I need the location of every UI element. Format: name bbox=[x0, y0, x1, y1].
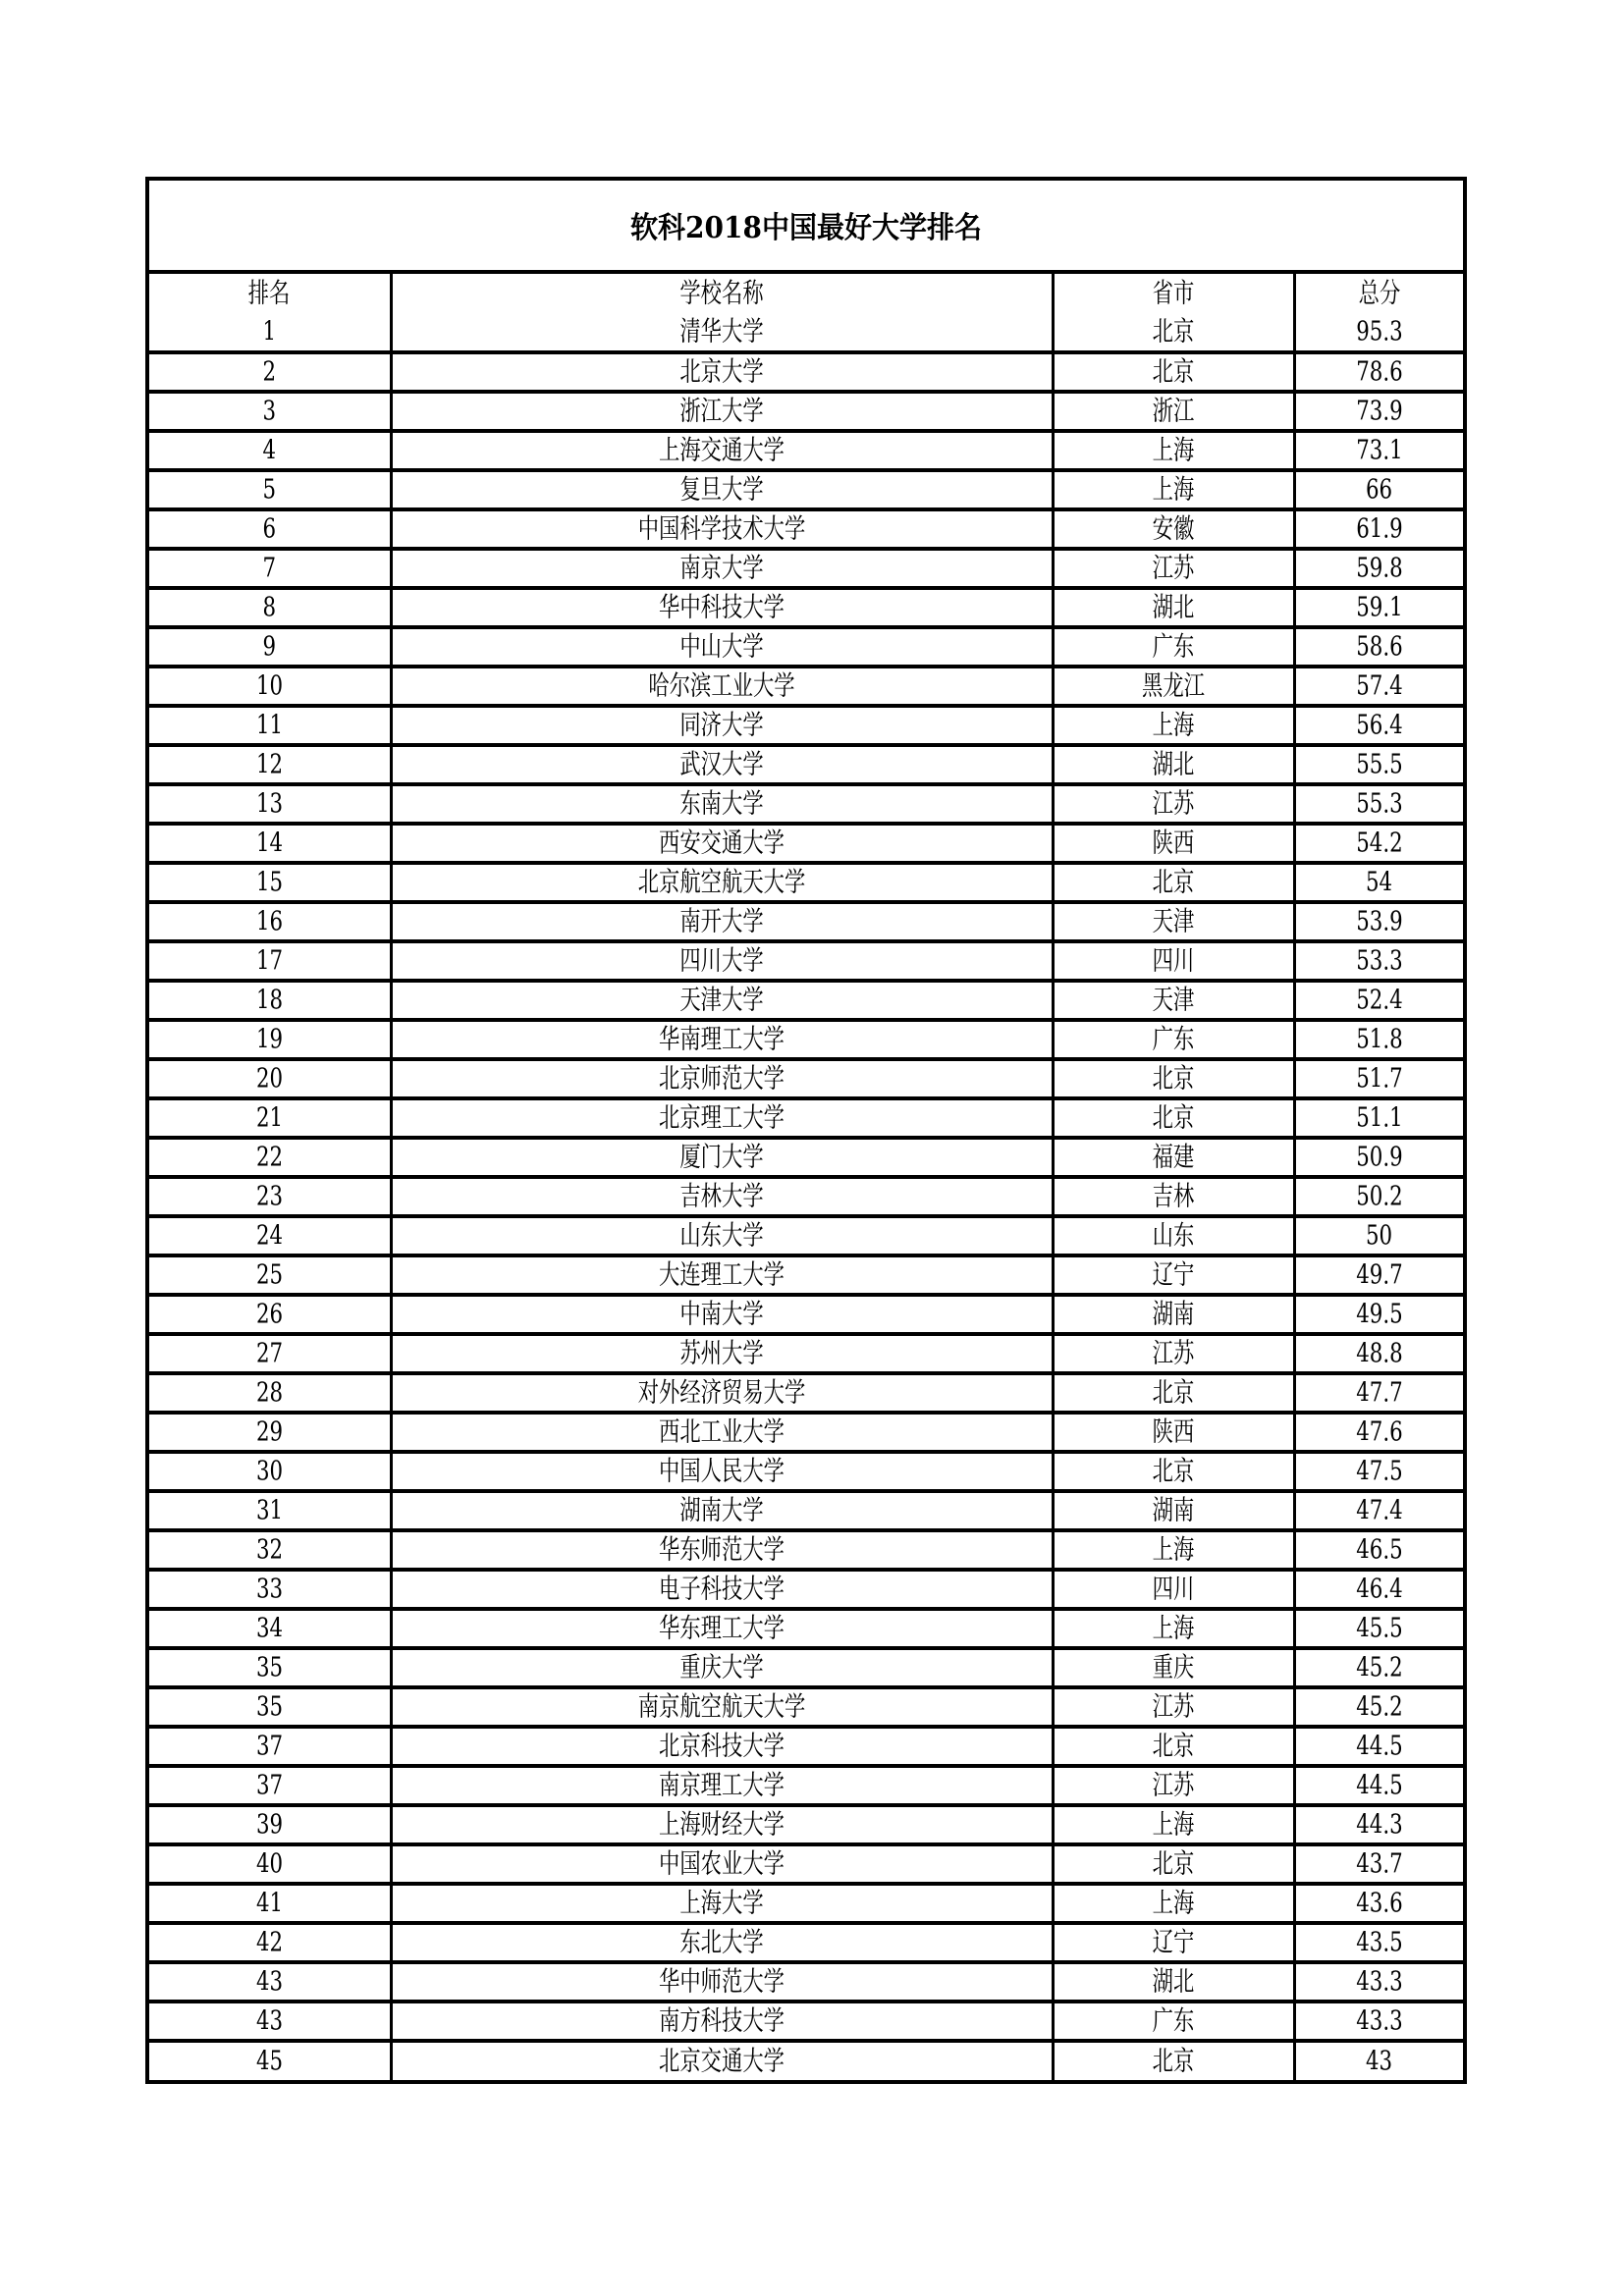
province-cell: 北京 bbox=[1053, 313, 1294, 352]
score-cell: 43.6 bbox=[1294, 1884, 1463, 1923]
rank-cell: 16 bbox=[255, 906, 283, 937]
score-cell: 95.3 bbox=[1294, 313, 1463, 352]
province-cell: 上海 bbox=[1053, 1805, 1294, 1844]
province-cell: 北京 bbox=[1053, 2041, 1294, 2080]
province-cell: 吉林 bbox=[1053, 1177, 1294, 1216]
table-row bbox=[149, 745, 1463, 784]
province-cell: 湖南 bbox=[1053, 1491, 1294, 1530]
rank-cell: 45 bbox=[255, 2046, 283, 2077]
rank-cell: 6 bbox=[262, 513, 277, 545]
school-name-cell: 中国人民大学 bbox=[391, 1452, 1053, 1491]
school-name-cell: 中国科学技术大学 bbox=[391, 509, 1053, 549]
table-row bbox=[149, 1923, 1463, 1962]
ranking-table bbox=[149, 274, 1463, 2080]
score-cell: 43.3 bbox=[1294, 2002, 1463, 2041]
province-cell: 湖南 bbox=[1053, 1295, 1294, 1334]
table-row bbox=[149, 667, 1463, 706]
province-cell: 四川 bbox=[1053, 1570, 1294, 1609]
province-cell: 江苏 bbox=[1053, 549, 1294, 588]
province-cell: 北京 bbox=[1053, 1059, 1294, 1098]
score-cell: 66 bbox=[1294, 470, 1463, 509]
rank-cell: 10 bbox=[255, 670, 283, 702]
province-cell: 陕西 bbox=[1053, 824, 1294, 863]
table-row bbox=[149, 470, 1463, 509]
province-cell: 上海 bbox=[1053, 1609, 1294, 1648]
table-row bbox=[149, 902, 1463, 941]
school-name-cell: 中山大学 bbox=[391, 627, 1053, 667]
column-header-name: 学校名称 bbox=[391, 274, 1053, 313]
rank-cell: 29 bbox=[255, 1416, 283, 1448]
table-row bbox=[149, 2002, 1463, 2041]
column-header-rank: 排名 bbox=[247, 278, 291, 309]
table-row bbox=[149, 1766, 1463, 1805]
score-cell: 43 bbox=[1294, 2041, 1463, 2080]
rank-cell: 13 bbox=[255, 788, 283, 820]
rank-cell: 22 bbox=[255, 1142, 283, 1173]
school-name-cell: 厦门大学 bbox=[391, 1138, 1053, 1177]
table-row bbox=[149, 1491, 1463, 1530]
province-cell: 湖北 bbox=[1053, 1962, 1294, 2002]
rank-cell: 8 bbox=[262, 592, 277, 623]
province-cell: 北京 bbox=[1053, 1844, 1294, 1884]
province-cell: 北京 bbox=[1053, 1373, 1294, 1413]
school-name-cell: 南京大学 bbox=[391, 549, 1053, 588]
rank-cell: 14 bbox=[255, 828, 283, 859]
school-name-cell: 东北大学 bbox=[391, 1923, 1053, 1962]
rank-cell: 20 bbox=[255, 1063, 283, 1095]
rank-cell: 12 bbox=[255, 749, 283, 780]
rank-cell: 3 bbox=[262, 396, 277, 427]
province-cell: 山东 bbox=[1053, 1216, 1294, 1255]
score-cell: 56.4 bbox=[1294, 706, 1463, 745]
score-cell: 78.6 bbox=[1294, 352, 1463, 392]
rank-cell: 4 bbox=[262, 435, 277, 466]
province-cell: 四川 bbox=[1053, 941, 1294, 981]
province-cell: 上海 bbox=[1053, 1884, 1294, 1923]
table-row bbox=[149, 1334, 1463, 1373]
rank-cell: 23 bbox=[255, 1181, 283, 1212]
score-cell: 53.9 bbox=[1294, 902, 1463, 941]
school-name-cell: 电子科技大学 bbox=[391, 1570, 1053, 1609]
table-row bbox=[149, 1373, 1463, 1413]
score-cell: 49.5 bbox=[1294, 1295, 1463, 1334]
province-cell: 湖北 bbox=[1053, 588, 1294, 627]
school-name-cell: 北京理工大学 bbox=[391, 1098, 1053, 1138]
school-name-cell: 湖南大学 bbox=[391, 1491, 1053, 1530]
score-cell: 49.7 bbox=[1294, 1255, 1463, 1295]
rank-cell: 40 bbox=[255, 1848, 283, 1880]
province-cell: 陕西 bbox=[1053, 1413, 1294, 1452]
header-row bbox=[149, 274, 1463, 313]
rank-cell: 21 bbox=[255, 1102, 283, 1134]
table-row bbox=[149, 627, 1463, 667]
score-cell: 59.1 bbox=[1294, 588, 1463, 627]
score-cell: 61.9 bbox=[1294, 509, 1463, 549]
score-cell: 51.8 bbox=[1294, 1020, 1463, 1059]
province-cell: 福建 bbox=[1053, 1138, 1294, 1177]
score-cell: 58.6 bbox=[1294, 627, 1463, 667]
province-cell: 北京 bbox=[1053, 1098, 1294, 1138]
score-cell: 44.5 bbox=[1294, 1766, 1463, 1805]
province-cell: 江苏 bbox=[1053, 1334, 1294, 1373]
table-row bbox=[149, 509, 1463, 549]
rank-cell: 27 bbox=[255, 1338, 283, 1369]
province-cell: 北京 bbox=[1053, 1452, 1294, 1491]
rank-cell: 41 bbox=[255, 1888, 283, 1919]
school-name-cell: 南方科技大学 bbox=[391, 2002, 1053, 2041]
score-cell: 51.7 bbox=[1294, 1059, 1463, 1098]
rank-cell: 2 bbox=[262, 356, 277, 388]
table-row bbox=[149, 1805, 1463, 1844]
score-cell: 59.8 bbox=[1294, 549, 1463, 588]
rank-cell: 35 bbox=[255, 1691, 283, 1723]
score-cell: 43.3 bbox=[1294, 1962, 1463, 2002]
score-cell: 57.4 bbox=[1294, 667, 1463, 706]
school-name-cell: 苏州大学 bbox=[391, 1334, 1053, 1373]
school-name-cell: 华东师范大学 bbox=[391, 1530, 1053, 1570]
score-cell: 47.6 bbox=[1294, 1413, 1463, 1452]
school-name-cell: 华中科技大学 bbox=[391, 588, 1053, 627]
rank-cell: 39 bbox=[255, 1809, 283, 1841]
rank-cell: 42 bbox=[255, 1927, 283, 1958]
score-cell: 47.4 bbox=[1294, 1491, 1463, 1530]
school-name-cell: 西安交通大学 bbox=[391, 824, 1053, 863]
table-row bbox=[149, 1216, 1463, 1255]
table-row bbox=[149, 1452, 1463, 1491]
rank-cell: 35 bbox=[255, 1652, 283, 1683]
school-name-cell: 中国农业大学 bbox=[391, 1844, 1053, 1884]
score-cell: 45.2 bbox=[1294, 1687, 1463, 1727]
school-name-cell: 吉林大学 bbox=[391, 1177, 1053, 1216]
score-cell: 45.2 bbox=[1294, 1648, 1463, 1687]
school-name-cell: 清华大学 bbox=[391, 313, 1053, 352]
province-cell: 北京 bbox=[1053, 1727, 1294, 1766]
table-row bbox=[149, 1570, 1463, 1609]
school-name-cell: 南开大学 bbox=[391, 902, 1053, 941]
table-row bbox=[149, 784, 1463, 824]
table-row bbox=[149, 1255, 1463, 1295]
school-name-cell: 南京理工大学 bbox=[391, 1766, 1053, 1805]
province-cell: 黑龙江 bbox=[1053, 667, 1294, 706]
score-cell: 54.2 bbox=[1294, 824, 1463, 863]
school-name-cell: 北京大学 bbox=[391, 352, 1053, 392]
score-cell: 54 bbox=[1294, 863, 1463, 902]
score-cell: 73.9 bbox=[1294, 392, 1463, 431]
rank-cell: 34 bbox=[255, 1613, 283, 1644]
table-row bbox=[149, 431, 1463, 470]
school-name-cell: 北京科技大学 bbox=[391, 1727, 1053, 1766]
table-row bbox=[149, 1687, 1463, 1727]
province-cell: 浙江 bbox=[1053, 392, 1294, 431]
rank-cell: 9 bbox=[262, 631, 277, 663]
rank-cell: 18 bbox=[255, 985, 283, 1016]
province-cell: 江苏 bbox=[1053, 1766, 1294, 1805]
school-name-cell: 华南理工大学 bbox=[391, 1020, 1053, 1059]
ranking-table-sheet bbox=[145, 177, 1467, 2084]
school-name-cell: 华中师范大学 bbox=[391, 1962, 1053, 2002]
rank-cell: 7 bbox=[262, 553, 277, 584]
table-row bbox=[149, 1530, 1463, 1570]
province-cell: 辽宁 bbox=[1053, 1255, 1294, 1295]
table-row bbox=[149, 1844, 1463, 1884]
province-cell: 江苏 bbox=[1053, 784, 1294, 824]
rank-cell: 28 bbox=[255, 1377, 283, 1409]
table-row bbox=[149, 313, 1463, 352]
table-title-row bbox=[149, 181, 1463, 274]
table-row bbox=[149, 1648, 1463, 1687]
table-row bbox=[149, 352, 1463, 392]
rank-cell: 43 bbox=[255, 1966, 283, 1998]
table-row bbox=[149, 941, 1463, 981]
school-name-cell: 南京航空航天大学 bbox=[391, 1687, 1053, 1727]
rank-cell: 37 bbox=[255, 1731, 283, 1762]
school-name-cell: 北京交通大学 bbox=[391, 2041, 1053, 2080]
province-cell: 上海 bbox=[1053, 431, 1294, 470]
table-title: 软科2018中国最好大学排名 bbox=[630, 209, 982, 244]
table-row bbox=[149, 588, 1463, 627]
school-name-cell: 复旦大学 bbox=[391, 470, 1053, 509]
school-name-cell: 哈尔滨工业大学 bbox=[391, 667, 1053, 706]
province-cell: 北京 bbox=[1053, 352, 1294, 392]
school-name-cell: 对外经济贸易大学 bbox=[391, 1373, 1053, 1413]
province-cell: 广东 bbox=[1053, 2002, 1294, 2041]
table-row bbox=[149, 1609, 1463, 1648]
table-row bbox=[149, 706, 1463, 745]
table-row bbox=[149, 549, 1463, 588]
province-cell: 重庆 bbox=[1053, 1648, 1294, 1687]
score-cell: 50.2 bbox=[1294, 1177, 1463, 1216]
table-row bbox=[149, 1962, 1463, 2002]
score-cell: 53.3 bbox=[1294, 941, 1463, 981]
school-name-cell: 重庆大学 bbox=[391, 1648, 1053, 1687]
province-cell: 上海 bbox=[1053, 470, 1294, 509]
rank-cell: 30 bbox=[255, 1456, 283, 1487]
score-cell: 55.5 bbox=[1294, 745, 1463, 784]
score-cell: 46.5 bbox=[1294, 1530, 1463, 1570]
school-name-cell: 同济大学 bbox=[391, 706, 1053, 745]
score-cell: 50.9 bbox=[1294, 1138, 1463, 1177]
province-cell: 辽宁 bbox=[1053, 1923, 1294, 1962]
school-name-cell: 上海大学 bbox=[391, 1884, 1053, 1923]
column-header-province: 省市 bbox=[1053, 274, 1294, 313]
province-cell: 上海 bbox=[1053, 706, 1294, 745]
table-row bbox=[149, 1177, 1463, 1216]
school-name-cell: 中南大学 bbox=[391, 1295, 1053, 1334]
rank-cell: 32 bbox=[255, 1534, 283, 1566]
province-cell: 天津 bbox=[1053, 902, 1294, 941]
table-row bbox=[149, 1727, 1463, 1766]
rank-cell: 11 bbox=[255, 710, 283, 741]
rank-cell: 26 bbox=[255, 1299, 283, 1330]
rank-cell: 43 bbox=[255, 2005, 283, 2037]
province-cell: 湖北 bbox=[1053, 745, 1294, 784]
table-row bbox=[149, 392, 1463, 431]
province-cell: 广东 bbox=[1053, 627, 1294, 667]
table-row bbox=[149, 1413, 1463, 1452]
rank-cell: 37 bbox=[255, 1770, 283, 1801]
province-cell: 安徽 bbox=[1053, 509, 1294, 549]
rank-cell: 25 bbox=[255, 1259, 283, 1291]
school-name-cell: 大连理工大学 bbox=[391, 1255, 1053, 1295]
school-name-cell: 天津大学 bbox=[391, 981, 1053, 1020]
score-cell: 51.1 bbox=[1294, 1098, 1463, 1138]
rank-cell: 1 bbox=[262, 316, 277, 347]
table-row bbox=[149, 1138, 1463, 1177]
table-row bbox=[149, 981, 1463, 1020]
score-cell: 46.4 bbox=[1294, 1570, 1463, 1609]
score-cell: 48.8 bbox=[1294, 1334, 1463, 1373]
score-cell: 47.5 bbox=[1294, 1452, 1463, 1491]
school-name-cell: 上海财经大学 bbox=[391, 1805, 1053, 1844]
table-body bbox=[149, 313, 1463, 2080]
rank-cell: 31 bbox=[255, 1495, 283, 1526]
rank-cell: 5 bbox=[262, 474, 277, 506]
province-cell: 广东 bbox=[1053, 1020, 1294, 1059]
score-cell: 44.3 bbox=[1294, 1805, 1463, 1844]
table-row bbox=[149, 824, 1463, 863]
score-cell: 73.1 bbox=[1294, 431, 1463, 470]
rank-cell: 17 bbox=[255, 945, 283, 977]
score-cell: 43.7 bbox=[1294, 1844, 1463, 1884]
score-cell: 44.5 bbox=[1294, 1727, 1463, 1766]
school-name-cell: 山东大学 bbox=[391, 1216, 1053, 1255]
rank-cell: 33 bbox=[255, 1574, 283, 1605]
table-row bbox=[149, 863, 1463, 902]
table-row bbox=[149, 2041, 1463, 2080]
school-name-cell: 北京师范大学 bbox=[391, 1059, 1053, 1098]
province-cell: 天津 bbox=[1053, 981, 1294, 1020]
table-row bbox=[149, 1020, 1463, 1059]
school-name-cell: 上海交通大学 bbox=[391, 431, 1053, 470]
table-row bbox=[149, 1884, 1463, 1923]
table-row bbox=[149, 1059, 1463, 1098]
school-name-cell: 北京航空航天大学 bbox=[391, 863, 1053, 902]
rank-cell: 24 bbox=[255, 1220, 283, 1252]
rank-cell: 15 bbox=[255, 867, 283, 898]
school-name-cell: 东南大学 bbox=[391, 784, 1053, 824]
table-row bbox=[149, 1098, 1463, 1138]
rank-cell: 19 bbox=[255, 1024, 283, 1055]
school-name-cell: 华东理工大学 bbox=[391, 1609, 1053, 1648]
school-name-cell: 四川大学 bbox=[391, 941, 1053, 981]
school-name-cell: 西北工业大学 bbox=[391, 1413, 1053, 1452]
school-name-cell: 武汉大学 bbox=[391, 745, 1053, 784]
province-cell: 上海 bbox=[1053, 1530, 1294, 1570]
score-cell: 47.7 bbox=[1294, 1373, 1463, 1413]
province-cell: 北京 bbox=[1053, 863, 1294, 902]
table-row bbox=[149, 1295, 1463, 1334]
province-cell: 江苏 bbox=[1053, 1687, 1294, 1727]
score-cell: 52.4 bbox=[1294, 981, 1463, 1020]
score-cell: 55.3 bbox=[1294, 784, 1463, 824]
score-cell: 43.5 bbox=[1294, 1923, 1463, 1962]
column-header-score: 总分 bbox=[1294, 274, 1463, 313]
score-cell: 50 bbox=[1294, 1216, 1463, 1255]
score-cell: 45.5 bbox=[1294, 1609, 1463, 1648]
school-name-cell: 浙江大学 bbox=[391, 392, 1053, 431]
